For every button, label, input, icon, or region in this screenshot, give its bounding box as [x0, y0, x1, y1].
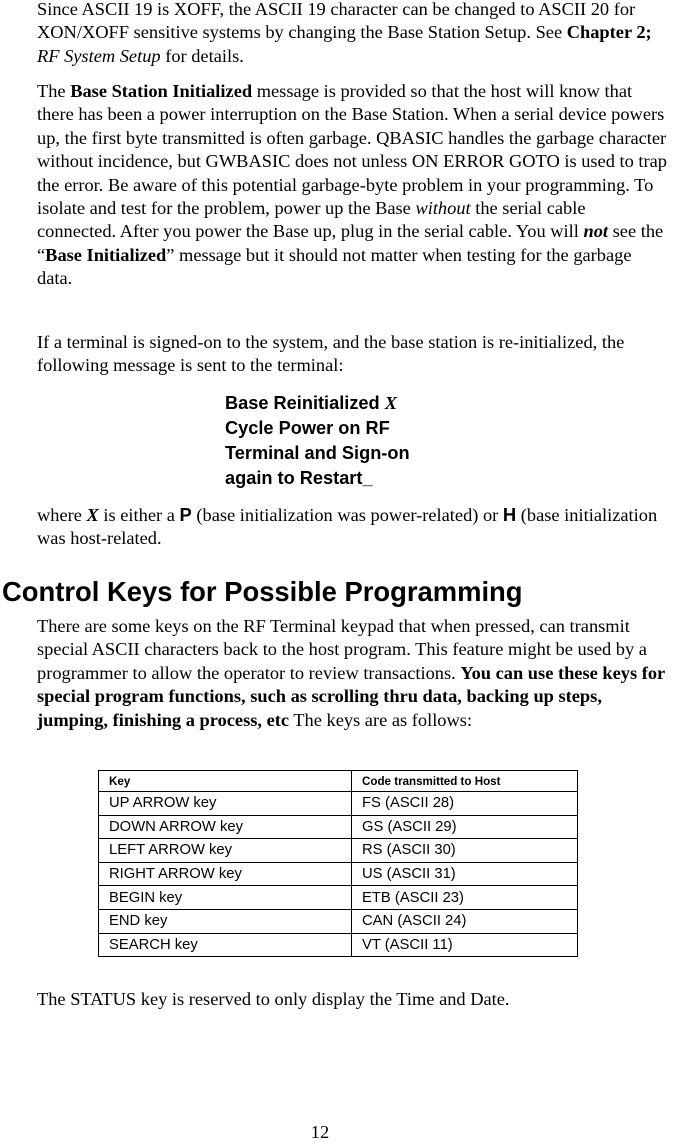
- message-line-3: Terminal and Sign-on: [225, 443, 410, 463]
- emphasis-without: without: [415, 198, 471, 219]
- section-heading: Control Keys for Possible Programming: [2, 576, 523, 607]
- code-cell: ETB (ASCII 23): [352, 886, 578, 910]
- table-row: [99, 839, 578, 863]
- paragraph-base-station-initialized: The Base Station Initialized message is provided so that the host will know that there has been a power interruption on the Base Station. When a serial device powers up, the first byte transmitted is often garbage. QBASIC handles the garbage character without incidence, but GWBASIC does not unless ON ERROR GOTO is used to trap the error. Be aware of this potential garbage-byte problem in your programming. To isolate and test for the problem, power up the Base without the serial cable connected. After you power the Base up, plug in the serial cable. You will not see the “Base Initialized” message but it should not matter when testing for the garbage data.: [37, 81, 668, 289]
- header-code: Code transmitted to Host: [352, 771, 578, 792]
- table-row: [99, 886, 578, 910]
- paragraph-control-keys: There are some keys on the RF Terminal keypad that when pressed, can transmit special ASCII characters back to the host program. This feature might be used by a programmer to allow the operator to review transactions. You can use these keys for special program functions, such as scrolling thru data, backing up steps, jumping, finishing a process, etc The keys are as follows:: [37, 616, 665, 730]
- key-cell: BEGIN key: [99, 886, 352, 910]
- key-cell: SEARCH key: [99, 933, 352, 957]
- terminal-message-block: [225, 391, 410, 491]
- table-row: [99, 862, 578, 886]
- key-cell: RIGHT ARROW key: [99, 862, 352, 886]
- key-cell: END key: [99, 909, 352, 933]
- code-cell: US (ASCII 31): [352, 862, 578, 886]
- code-cell: RS (ASCII 30): [352, 839, 578, 863]
- key-cell: UP ARROW key: [99, 792, 352, 816]
- key-cell: DOWN ARROW key: [99, 815, 352, 839]
- base-initialized-bold: Base Initialized: [45, 244, 167, 265]
- control-keys-table: [98, 770, 578, 957]
- key-cell: LEFT ARROW key: [99, 839, 352, 863]
- emphasis-not: not: [583, 221, 609, 242]
- code-cell: GS (ASCII 29): [352, 815, 578, 839]
- rf-system-setup-ref: RF System Setup: [37, 45, 161, 66]
- table-row: [99, 933, 578, 957]
- table-header-row: [99, 771, 578, 792]
- message-name-bold: Base Station Initialized: [70, 81, 253, 101]
- variable-x: X: [86, 505, 99, 525]
- code-p: P: [179, 504, 192, 525]
- message-line-2: Cycle Power on RF: [225, 418, 390, 438]
- table-row: [99, 792, 578, 816]
- code-cell: CAN (ASCII 24): [352, 909, 578, 933]
- page-number: 12: [310, 1122, 330, 1142]
- header-key: Key: [99, 771, 352, 792]
- control-keys-bold-note: You can use these keys for special program functions, such as scrolling thru data, backing up steps, jumping, finishing a process, etc: [37, 662, 665, 730]
- paragraph-xoff-note: Since ASCII 19 is XOFF, the ASCII 19 character can be changed to ASCII 20 for XON/XOFF sensitive systems by changing the Base Station Setup. See Chapter 2; RF System Setup for details.: [37, 0, 652, 66]
- message-variable-x: X: [384, 393, 397, 413]
- code-h: H: [502, 504, 517, 525]
- paragraph-reinitialized-intro: If a terminal is signed-on to the system, and the base station is re-initialized, the following message is sent to the terminal:: [37, 332, 625, 376]
- chapter-ref: Chapter 2;: [566, 22, 652, 43]
- paragraph-where-x: where X is either a P (base initialization was power-related) or H (base initialization was host-related.: [37, 504, 658, 549]
- message-line-4: again to Restart_: [225, 468, 373, 488]
- table-row: [99, 815, 578, 839]
- message-line-1: Base Reinitialized X: [225, 393, 397, 413]
- table-row: [99, 909, 578, 933]
- paragraph-status-key: The STATUS key is reserved to only display the Time and Date.: [37, 989, 510, 1009]
- code-cell: VT (ASCII 11): [352, 933, 578, 957]
- code-cell: FS (ASCII 28): [352, 792, 578, 816]
